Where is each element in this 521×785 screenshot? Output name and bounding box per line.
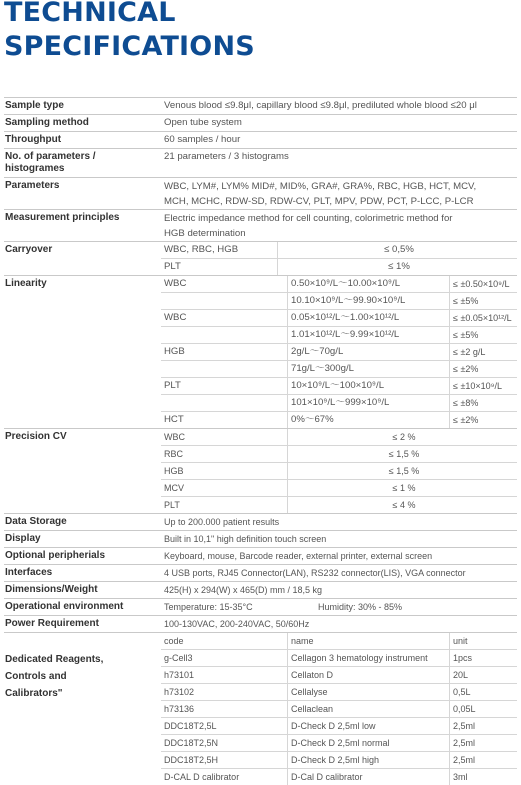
interfaces-section bbox=[4, 564, 517, 581]
unit-cell: 1pcs bbox=[449, 650, 517, 666]
value-cell: ≤ 4 % bbox=[287, 497, 517, 513]
table-row bbox=[161, 751, 517, 768]
param-cell: HCT bbox=[164, 414, 184, 425]
reagents-section bbox=[4, 632, 517, 785]
tolerance-cell: ≤ ±8% bbox=[449, 395, 517, 411]
code-cell: h73102 bbox=[164, 687, 195, 697]
tolerance-cell: ≤ ±2% bbox=[449, 361, 517, 377]
optional-peripherals-section bbox=[4, 547, 517, 564]
code-cell: D-CAL D calibrator bbox=[164, 772, 240, 782]
spec-label: Linearity bbox=[5, 278, 47, 289]
param-cell: WBC bbox=[164, 312, 187, 323]
table-row bbox=[161, 496, 517, 513]
unit-cell: 0,5L bbox=[449, 684, 517, 700]
table-row bbox=[161, 734, 517, 751]
name-cell: D-Check D 2,5ml low bbox=[287, 718, 449, 734]
spec-label-line: Calibrators" bbox=[5, 688, 63, 699]
tolerance-cell: ≤ ±0.50×10⁹/L bbox=[449, 276, 517, 292]
range-cell: 1.01×10¹²/L～9.99×10¹²/L bbox=[287, 327, 449, 343]
spec-value-line: Electric impedance method for cell counting, colorimetric method for bbox=[164, 213, 453, 224]
name-cell: Cellagon 3 hematology instrument bbox=[287, 650, 449, 666]
value-cell: ≤ 0,5% bbox=[277, 242, 517, 258]
carryover-section bbox=[4, 241, 517, 275]
column-header-unit: unit bbox=[449, 633, 517, 649]
spec-label: Throughput bbox=[5, 134, 62, 145]
table-row bbox=[161, 700, 517, 717]
table-row bbox=[161, 394, 517, 411]
code-cell: g-Cell3 bbox=[164, 653, 193, 663]
operational-environment-section bbox=[4, 598, 517, 615]
spec-label: Sampling method bbox=[5, 117, 89, 128]
table-row bbox=[161, 292, 517, 309]
spec-value: 60 samples / hour bbox=[164, 134, 241, 145]
table-row bbox=[161, 360, 517, 377]
range-cell: 0.05×10¹²/L～1.00×10¹²/L bbox=[287, 310, 449, 326]
spec-value-line: MCH, MCHC, RDW-SD, RDW-CV, PLT, MPV, PDW, PCT, P-LCC, P-LCR bbox=[164, 196, 474, 207]
linearity-section bbox=[4, 275, 517, 428]
spec-value: 21 parameters / 3 histograms bbox=[164, 151, 289, 162]
spec-value: Built in 10,1" high definition touch screen bbox=[164, 534, 327, 544]
spec-label: Precision CV bbox=[5, 431, 67, 442]
unit-cell: 0,05L bbox=[449, 701, 517, 717]
spec-label: Optional peripherials bbox=[5, 550, 106, 561]
spec-label: Parameters bbox=[5, 180, 60, 191]
unit-cell: 20L bbox=[449, 667, 517, 683]
range-cell: 101×10⁹/L～999×10⁹/L bbox=[287, 395, 449, 411]
spec-value: Venous blood ≤9.8μl, capillary blood ≤9.8μl, prediluted whole blood ≤20 μl bbox=[164, 100, 477, 111]
value-cell: ≤ 2 % bbox=[287, 429, 517, 445]
name-cell: D-Check D 2,5ml normal bbox=[287, 735, 449, 751]
spec-value: Open tube system bbox=[164, 117, 242, 128]
value-cell: ≤ 1,5 % bbox=[287, 446, 517, 462]
tolerance-cell: ≤ ±2% bbox=[449, 412, 517, 428]
tolerance-cell: ≤ ±2 g/L bbox=[449, 344, 517, 360]
unit-cell: 2,5ml bbox=[449, 735, 517, 751]
spec-value: Keyboard, mouse, Barcode reader, external printer, external screen bbox=[164, 551, 433, 561]
param-cell: PLT bbox=[164, 261, 181, 272]
table-row bbox=[161, 377, 517, 394]
param-cell: WBC bbox=[164, 278, 187, 289]
spec-value: 425(H) x 294(W) x 465(D) mm / 18,5 kg bbox=[164, 585, 323, 595]
spec-label: Power Requirement bbox=[5, 618, 99, 629]
power-section bbox=[4, 615, 517, 632]
spec-label-line: histogrames bbox=[5, 163, 65, 174]
param-cell: MCV bbox=[164, 483, 184, 493]
tolerance-cell: ≤ ±5% bbox=[449, 327, 517, 343]
parameters-section bbox=[4, 177, 517, 209]
title-line-1: TECHNICAL bbox=[4, 0, 176, 28]
param-cell bbox=[161, 293, 287, 309]
page-title bbox=[4, 0, 255, 64]
code-cell: DDC18T2,5H bbox=[164, 755, 219, 765]
sample-type-section bbox=[4, 97, 517, 114]
param-cell bbox=[161, 327, 287, 343]
spec-label bbox=[4, 149, 161, 177]
code-cell: h73136 bbox=[164, 704, 195, 714]
tolerance-cell: ≤ ±0.05×10¹²/L bbox=[449, 310, 517, 326]
spec-label-line: Dedicated Reagents, bbox=[5, 654, 104, 665]
table-row bbox=[161, 462, 517, 479]
spec-value: Up to 200.000 patient results bbox=[164, 517, 280, 527]
table-row bbox=[161, 309, 517, 326]
value-cell: ≤ 1 % bbox=[287, 480, 517, 496]
name-cell: Cellaclean bbox=[287, 701, 449, 717]
table-row bbox=[161, 258, 517, 275]
spec-label: Operational environment bbox=[5, 601, 124, 612]
param-cell bbox=[161, 361, 287, 377]
humidity-value: Humidity: 30% - 85% bbox=[318, 602, 403, 612]
table-row bbox=[161, 683, 517, 700]
table-row bbox=[161, 717, 517, 734]
spec-table bbox=[4, 97, 517, 785]
spec-value-line: WBC, LYM#, LYM% MID#, MID%, GRA#, GRA%, RBC, HGB, HCT, MCV, bbox=[164, 181, 477, 192]
spec-value: 4 USB ports, RJ45 Connector(LAN), RS232 connector(LIS), VGA connector bbox=[164, 568, 466, 578]
spec-label: Carryover bbox=[5, 244, 53, 255]
spec-label bbox=[4, 633, 161, 785]
param-cell bbox=[161, 395, 287, 411]
measurement-section bbox=[4, 209, 517, 241]
table-row bbox=[161, 666, 517, 683]
table-row bbox=[161, 445, 517, 462]
table-row bbox=[161, 343, 517, 360]
range-cell: 0%～67% bbox=[287, 412, 449, 428]
tolerance-cell: ≤ ±10×10⁹/L bbox=[449, 378, 517, 394]
spec-label: Interfaces bbox=[5, 567, 53, 578]
name-cell: D-Cal D calibrator bbox=[287, 769, 449, 785]
code-cell: DDC18T2,5L bbox=[164, 721, 217, 731]
unit-cell: 2,5ml bbox=[449, 752, 517, 768]
display-section bbox=[4, 530, 517, 547]
param-cell: PLT bbox=[164, 380, 181, 391]
param-cell: WBC, RBC, HGB bbox=[164, 244, 239, 255]
table-row bbox=[161, 242, 517, 258]
data-storage-section bbox=[4, 513, 517, 530]
param-cell: WBC bbox=[164, 432, 185, 442]
table-row bbox=[161, 479, 517, 496]
param-cell: HGB bbox=[164, 346, 185, 357]
parameter-count-section bbox=[4, 148, 517, 177]
column-header-name: name bbox=[287, 633, 449, 649]
spec-value bbox=[161, 210, 517, 241]
range-cell: 10×10⁹/L～100×10⁹/L bbox=[287, 378, 449, 394]
range-cell: 71g/L～300g/L bbox=[287, 361, 449, 377]
range-cell: 10.10×10⁹/L～99.90×10⁹/L bbox=[287, 293, 449, 309]
value-cell: ≤ 1,5 % bbox=[287, 463, 517, 479]
name-cell: D-Check D 2,5ml high bbox=[287, 752, 449, 768]
unit-cell: 3ml bbox=[449, 769, 517, 785]
spec-label: Data Storage bbox=[5, 516, 67, 527]
precision-section bbox=[4, 428, 517, 513]
spec-label: Display bbox=[5, 533, 41, 544]
column-header-code: code bbox=[164, 636, 184, 646]
param-cell: HGB bbox=[164, 466, 184, 476]
spec-label-line: Controls and bbox=[5, 671, 67, 682]
name-cell: Cellalyse bbox=[287, 684, 449, 700]
value-cell: ≤ 1% bbox=[277, 259, 517, 275]
spec-value: 100-130VAC, 200-240VAC, 50/60Hz bbox=[164, 619, 310, 629]
unit-cell: 2,5ml bbox=[449, 718, 517, 734]
temperature-value: Temperature: 15-35°C bbox=[164, 602, 253, 612]
spec-label-line: No. of parameters / bbox=[5, 151, 96, 162]
spec-label: Dimensions/Weight bbox=[5, 584, 98, 595]
table-header-row bbox=[161, 633, 517, 649]
table-row bbox=[161, 649, 517, 666]
spec-label: Measurement principles bbox=[5, 212, 120, 223]
table-row bbox=[161, 429, 517, 445]
param-cell: RBC bbox=[164, 449, 184, 459]
table-row bbox=[161, 326, 517, 343]
title-line-2: SPECIFICATIONS bbox=[4, 31, 255, 62]
spec-label: Sample type bbox=[5, 100, 64, 111]
code-cell: h73101 bbox=[164, 670, 195, 680]
range-cell: 0.50×10⁹/L～10.00×10⁹/L bbox=[287, 276, 449, 292]
throughput-section bbox=[4, 131, 517, 148]
tolerance-cell: ≤ ±5% bbox=[449, 293, 517, 309]
name-cell: Cellaton D bbox=[287, 667, 449, 683]
dimensions-section bbox=[4, 581, 517, 598]
table-row bbox=[161, 768, 517, 785]
spec-value bbox=[161, 178, 517, 209]
spec-value-line: HGB determination bbox=[164, 228, 246, 239]
table-row bbox=[161, 276, 517, 292]
table-row bbox=[161, 411, 517, 428]
sampling-method-section bbox=[4, 114, 517, 131]
range-cell: 2g/L～70g/L bbox=[287, 344, 449, 360]
param-cell: PLT bbox=[164, 500, 180, 510]
code-cell: DDC18T2,5N bbox=[164, 738, 219, 748]
